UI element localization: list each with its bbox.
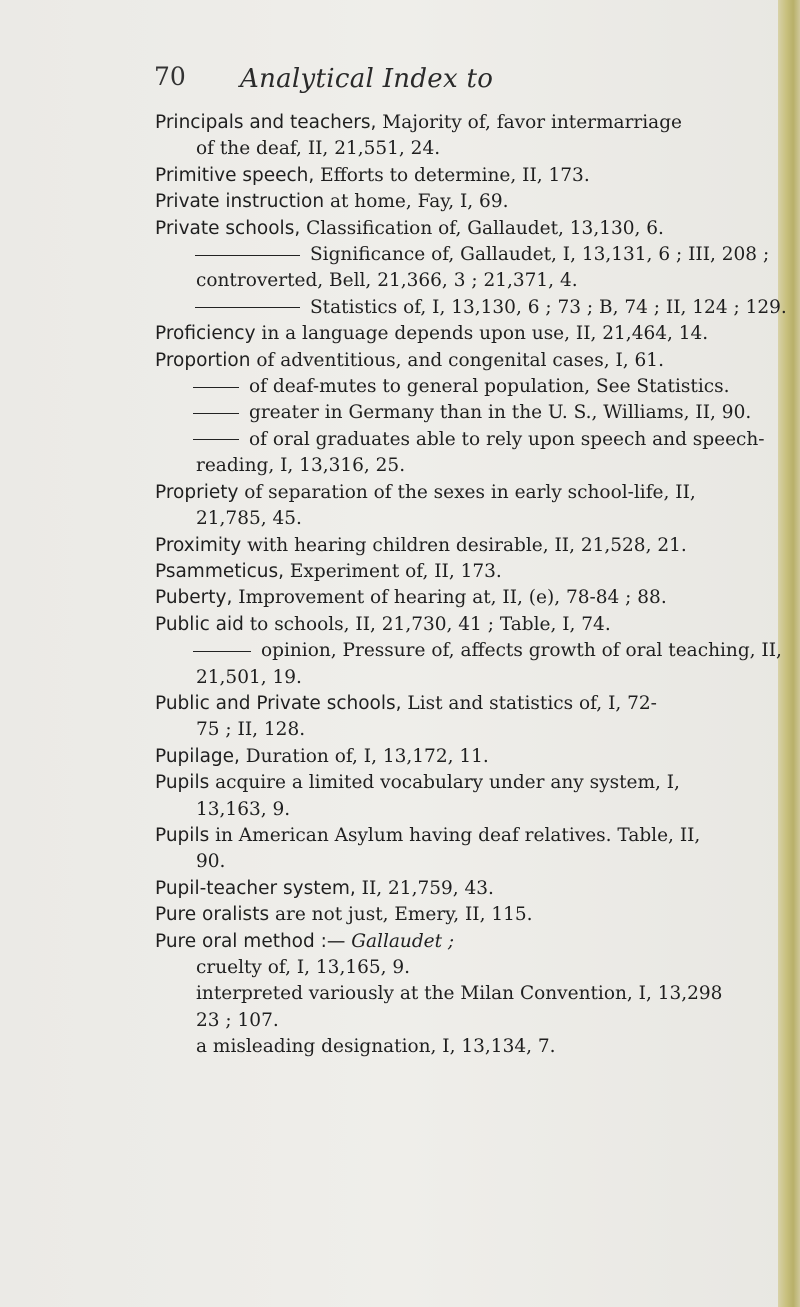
index-subentry [155, 955, 775, 981]
ditto-dash [193, 439, 239, 440]
entry-heading: Public aid [155, 613, 244, 635]
entry-continuation: controverted, Bell, 21,366, 3 ; 21,371, 4. [196, 270, 578, 292]
entry-heading: Public and Private schools, [155, 692, 402, 714]
entry-continuation: 90. [196, 851, 226, 873]
index-entry [155, 612, 775, 638]
entry-text: a misleading designation, I, 13,134, 7. [196, 1036, 556, 1058]
ditto-dash [193, 387, 239, 388]
index-entry [155, 876, 775, 902]
entry-text: Duration of, I, 13,172, 11. [239, 745, 489, 767]
entry-text: cruelty of, I, 13,165, 9. [196, 957, 411, 978]
index-entries [155, 110, 787, 1061]
index-entry [155, 559, 775, 585]
running-title: Analytical Index to [240, 64, 494, 94]
index-entry [155, 533, 775, 559]
entry-text: Experiment of, II, 173. [284, 560, 502, 582]
entry-heading: Primitive speech, [155, 164, 315, 186]
index-entry [155, 744, 775, 770]
entry-text: with hearing children desirable, II, 21,528, 21. [241, 534, 687, 556]
entry-continuation: of the deaf, II, 21,551, 24. [196, 138, 441, 160]
entry-heading: Pupilage, [155, 745, 240, 767]
entry-heading: Proportion [155, 349, 251, 371]
index-entry [155, 823, 775, 876]
entry-text: Statistics of, I, 13,130, 6 ; 73 ; B, 74 ; II, 124 ; 129. [310, 296, 787, 318]
index-entry [155, 770, 775, 823]
entry-heading: Propriety [155, 481, 239, 503]
entry-heading: Private schools, [155, 217, 301, 239]
entry-text: Efforts to determine, II, 173. [314, 164, 590, 186]
entry-continuation: 13,163, 9. [196, 798, 291, 820]
index-entry [155, 480, 775, 533]
entry-heading: Pupil-teacher system, [155, 877, 356, 899]
index-entry [155, 929, 775, 955]
index-entry [155, 110, 775, 163]
entry-text: interpreted variously at the Milan Convention, I, 13,298 [196, 983, 723, 1005]
entry-text: Classification of, Gallaudet, 13,130, 6. [300, 217, 664, 239]
entry-heading: Puberty, [155, 587, 233, 609]
index-subentry [155, 242, 775, 295]
entry-text: greater in Germany than in the U. S., Williams, II, 90. [249, 402, 752, 424]
index-entry [155, 348, 775, 374]
entry-heading: Proximity [155, 534, 242, 556]
index-entry [155, 189, 775, 215]
index-subentry [155, 400, 775, 426]
entry-heading: Pupils [155, 824, 210, 846]
ditto-dash [195, 307, 300, 308]
entry-text: Majority of, favor intermarriage [376, 112, 683, 133]
page-header [154, 62, 714, 98]
index-subentry [155, 295, 787, 321]
entry-heading: Pure oralists [155, 904, 270, 926]
entry-text: in a language depends upon use, II, 21,464, 14. [255, 323, 709, 345]
index-subentry [155, 981, 775, 1034]
entry-continuation: 21,785, 45. [196, 508, 302, 530]
entry-text: II, 21,759, 43. [355, 877, 494, 899]
entry-text: Improvement of hearing at, II, (e), 78-84 ; 88. [232, 587, 667, 609]
entry-text: of deaf-mutes to general population, See Statistics. [249, 376, 730, 398]
index-entry [155, 321, 775, 347]
entry-continuation: 21,501, 19. [196, 666, 302, 688]
entry-text: of oral graduates able to rely upon speech and speech- [249, 428, 765, 450]
index-subentry [155, 374, 775, 400]
entry-text: Significance of, Gallaudet, I, 13,131, 6 ; III, 208 ; [310, 244, 770, 266]
index-entry [155, 163, 775, 189]
entry-text: in American Asylum having deaf relatives. Table, II, [209, 824, 701, 846]
entry-text: List and statistics of, I, 72- [401, 692, 657, 714]
index-subentry [155, 427, 775, 480]
entry-heading: Private instruction [155, 191, 325, 213]
index-entry [155, 216, 775, 242]
page-number: 70 [154, 62, 186, 91]
entry-text: are not just, Emery, II, 115. [269, 904, 533, 926]
entry-text: of separation of the sexes in early school-life, II, [238, 481, 696, 503]
entry-heading: Psammeticus, [155, 560, 285, 582]
ditto-dash [193, 651, 251, 652]
entry-heading: Pure oral method :— [155, 930, 346, 952]
ditto-dash [195, 255, 300, 256]
index-subentry [155, 1034, 775, 1060]
entry-text: opinion, Pressure of, affects growth of oral teaching, II, [261, 640, 782, 662]
entry-continuation: reading, I, 13,316, 25. [196, 455, 406, 477]
entry-heading: Proficiency [155, 323, 256, 345]
entry-heading: Pupils [155, 772, 210, 794]
entry-text: Gallaudet ; [345, 930, 455, 952]
entry-continuation: 23 ; 107. [196, 1009, 279, 1031]
entry-text: of adventitious, and congenital cases, I, 61. [250, 349, 664, 371]
entry-continuation: 75 ; II, 128. [196, 719, 306, 741]
index-entry [155, 691, 775, 744]
entry-text: at home, Fay, I, 69. [324, 191, 509, 213]
entry-text: to schools, II, 21,730, 41 ; Table, I, 74. [243, 613, 611, 635]
index-subentry [155, 638, 782, 691]
index-entry [155, 585, 775, 611]
index-entry [155, 902, 775, 928]
entry-text: acquire a limited vocabulary under any system, I, [209, 772, 680, 794]
ditto-dash [193, 413, 239, 414]
entry-heading: Principals and teachers, [155, 112, 377, 133]
